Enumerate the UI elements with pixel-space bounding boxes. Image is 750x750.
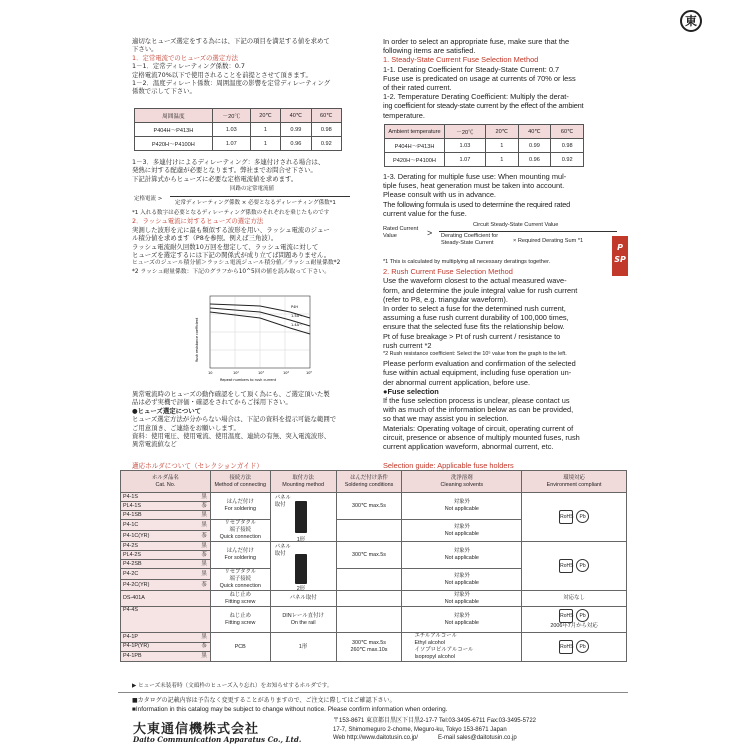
- jp-p3-3: ラッシュ電流耐久回数10万回を想定して、ラッシュ電流に対して: [132, 242, 319, 251]
- footer-notice-jp: ■カタログの記載内容は予告なく変更することがありますので、ご注文に際してはご確認下さい。: [132, 697, 396, 704]
- formula-bottom-b: × Required Derating Sum *1: [513, 238, 584, 244]
- en-p5-1: If the fuse selection process is unclear, please contact us: [383, 396, 570, 406]
- solder-cell: 300℃ max.5s: [336, 542, 402, 569]
- graph-xlabel: Repeat numbers to rush current: [220, 378, 277, 382]
- en-p1-1: 1-1. Derating Coefficient for Steady-State Current: 0.7: [383, 64, 560, 74]
- en-temp-table: [384, 124, 584, 167]
- cat-cell: PL4-2S 茶: [121, 551, 211, 560]
- selection-title-en: Selection guide: Applicable fuse holders: [383, 461, 514, 470]
- td: 0.99: [281, 123, 311, 137]
- sel-h-mount: 取付方法 Mounting method: [270, 471, 336, 493]
- cat-cell: P4-2C 黒: [121, 569, 211, 580]
- jp-bullet: ●ヒューズ選定について: [132, 406, 202, 415]
- address-jp: 〒153-8671 東京都目黒区下目黒2-17-7 Tel:03-3495-6711 Fax:03-3495-5722: [333, 718, 536, 724]
- env-cell: [522, 542, 627, 591]
- clean-cell: 対象外 Not applicable: [402, 607, 522, 633]
- solder-cell: 300℃ max.5s: [336, 493, 402, 520]
- formula-divider: [439, 231, 617, 232]
- td: 1.03: [445, 139, 486, 153]
- jp-p5-2: ご用意頂き、ご連絡をお願いします。: [132, 423, 240, 432]
- td: 0.98: [551, 139, 584, 153]
- en-p2-2: tiple fuses, heat generation must be taken into account.: [383, 181, 565, 191]
- td: 0.92: [551, 153, 584, 167]
- footer-divider: [118, 692, 628, 693]
- cat-cell: P4-1P(YR) 茶: [121, 642, 211, 652]
- sel-h-cat: ホルダ品名 Cat. No.: [121, 471, 211, 493]
- jp-p5-4: 異常電流値など: [132, 440, 177, 449]
- solder-cell: 300℃ max.5s 260℃ max.10s: [336, 633, 402, 662]
- th: 20℃: [250, 109, 280, 123]
- company-logo: 東: [680, 10, 702, 32]
- jp-intro-1: 適切なヒューズ選定をする為には、下記の項目を満足する値を求めて: [132, 37, 330, 45]
- selection-table: [120, 470, 627, 662]
- en-formula: Rated Current Value > Circuit Steady-State Current Value Derating Coefficient for Steady-State Current × Required Derating Sum *1: [383, 220, 619, 254]
- en-p4-1: Please perform evaluation and confirmation of the selected: [383, 359, 576, 369]
- graph-xtick: 10⁵: [306, 371, 312, 375]
- no-lead-icon: Pb: [576, 640, 589, 653]
- th: －20℃: [445, 125, 486, 139]
- en-heading-2: 2. Rush Current Fuse Selection Method: [383, 267, 513, 277]
- sel-header-row: [121, 471, 627, 493]
- jp-p2-3: 下記計算式からヒューズに必要な定格電流値を求めます。: [132, 174, 298, 183]
- graph-label-3: 1.4A～: [291, 323, 303, 327]
- conn-cell: ねじ止め Fitting screw: [210, 591, 270, 607]
- env-cell: RoHS Pb 2006年7月から対応: [522, 607, 627, 633]
- company-name-jp: 大東通信機株式会社: [133, 722, 260, 737]
- jp-p1-4: 係数で示して下さい。: [132, 87, 196, 96]
- en-p1-5: ing coefficient for steady-state current by the effect of the ambient: [383, 101, 584, 111]
- jp-p2-2: 発熱に対する配慮が必要となります。弊社までお問合せ下さい。: [132, 166, 317, 175]
- mount-cell: パネル 取付 2形: [270, 542, 336, 591]
- jp-p1-1: 1－1．定常ディレーティング係数：0.7: [132, 62, 246, 71]
- conn-cell: はんだ付け For soldering: [210, 542, 270, 569]
- th: 40℃: [281, 109, 311, 123]
- holder-image-1: [295, 501, 307, 533]
- en-p4-2: fuse within actual equipment, including fuse operation un-: [383, 368, 572, 378]
- cat-cell: P4-1SB 黒: [121, 511, 211, 520]
- jp-p3-4: ヒューズを選定するには下記の関係式が成り立てば問題ありません。: [132, 251, 331, 260]
- env-cell: 対応なし: [522, 591, 627, 607]
- en-note2: *2 Rush resistance coefficient: Select the 10⁵ value from the graph to the left.: [383, 351, 567, 358]
- jp-p5-1: ヒューズ選定方法が分からない場合は、下記の資料を提示可能な範囲で: [132, 415, 337, 424]
- conn-cell: PCB: [210, 633, 270, 662]
- footer-notice-en: ■Information in this catalog may be subject to change without notice. Please confirm information when ordering.: [132, 706, 448, 713]
- jp-column: [132, 37, 374, 96]
- jp-p2-1: 1－3．多連付けによるディレーティング：多連付けされる場合は、: [132, 158, 325, 166]
- selection-footnote: ▶ ヒューズ未装着時（文頭枠のヒューズ入り忘れ）をお知らせするホルダです。: [132, 683, 333, 689]
- mount-cell: 1形: [270, 633, 336, 662]
- conn-cell: リセプタクル 端子接続 Quick connection: [210, 569, 270, 591]
- env-cell: [522, 633, 627, 662]
- en-p5-2: with as much of the information below as can be provided,: [383, 405, 574, 415]
- jp-p3-2: ル積分値を求めます（P8を参照。例えば三角波）。: [132, 234, 278, 243]
- graph-xtick: 10³: [258, 371, 264, 375]
- solder-cell: [336, 591, 402, 607]
- graph-label-2: 1.5A～: [291, 314, 303, 318]
- rohs-icon: RoHS: [559, 559, 573, 573]
- mount-cell: パネル取付: [270, 591, 336, 607]
- td: 0.99: [518, 139, 551, 153]
- sel-h-env: 環境対応 Environment compliant: [522, 471, 627, 493]
- clean-cell: 対象外 Not applicable: [402, 569, 522, 591]
- en-p5-5: circuit, presence or absence of multiply mounted fuses, rush: [383, 432, 580, 442]
- sel-h-clean: 洗浄溶剤 Cleaning solvents: [402, 471, 522, 493]
- jp-heading-2: 2．ラッシュ電流に対するヒューズの選定方法: [132, 217, 264, 226]
- en-section-1b: [383, 172, 619, 218]
- en-p3-1: Use the waveform closest to the actual measured wave-: [383, 276, 567, 286]
- cat-cell: P4-2S 黒: [121, 542, 211, 551]
- en-p2-1: 1-3. Derating for multiple fuse use: When mounting mul-: [383, 172, 567, 181]
- formula-left-1: Rated Current: [383, 226, 419, 232]
- jp-p3-1: 実測した波形を元に最も類似する波形を用い、ラッシュ電流のジュー: [132, 225, 330, 234]
- cat-cell: P4-1C(YR) 茶: [121, 531, 211, 542]
- rohs-icon: RoHS: [559, 609, 573, 623]
- td: 1: [485, 139, 518, 153]
- en-intro-2: following items are satisfied.: [383, 46, 476, 56]
- td: 1.07: [212, 137, 250, 151]
- td: 0.96: [518, 153, 551, 167]
- th: 40℃: [518, 125, 551, 139]
- th: 60℃: [311, 109, 341, 123]
- solder-cell: [336, 607, 402, 633]
- jp-intro-2: 下さい。: [132, 45, 158, 54]
- jp-p1-2: 定格電流70%以下で使用されることを前提とさせて頂きます。: [132, 70, 312, 79]
- cat-cell: P4-1PB 黒: [121, 652, 211, 662]
- en-p1-3: of their rated current.: [383, 83, 452, 93]
- tab-sp: SP: [614, 255, 626, 264]
- en-intro-1: In order to select an appropriate fuse, make sure that the: [383, 37, 570, 46]
- en-p1-2: Fuse use is predicated on usage at currents of 70% or less: [383, 73, 576, 83]
- email-link[interactable]: E-mail sales@daitotusin.co.jp: [437, 735, 517, 741]
- cat-cell: P4-2C(YR) 茶: [121, 580, 211, 591]
- cat-cell: P4-1C 黒: [121, 520, 211, 531]
- cat-cell: P4-1S 黒: [121, 493, 211, 502]
- td: 0.92: [311, 137, 341, 151]
- jp-temp-table: [134, 108, 342, 151]
- formula-bottom-a2: Steady-State Current: [441, 240, 494, 246]
- en-p5-6: current application waveform, abnormal current, etc.: [383, 442, 554, 452]
- en-heading-1: 1. Steady-State Current Fuse Selection Method: [383, 55, 539, 65]
- conn-cell: ねじ止め Fitting screw: [210, 607, 270, 633]
- clean-cell: 対象外 Not applicable: [402, 591, 522, 607]
- th: 周囲温度: [135, 109, 213, 123]
- rohs-icon: RoHS: [559, 640, 573, 654]
- en-p5-3: so that we may assist you in selection.: [383, 414, 509, 424]
- jp-p4-2: 品は必ず実機で評価・確認をされてからご採用下さい。: [132, 398, 292, 407]
- en-p2-5: current value for the fuse.: [383, 208, 467, 218]
- en-p5-4: Materials: Operating voltage of circuit, operating current of: [383, 423, 574, 433]
- rohs-icon: RoHS: [559, 510, 573, 524]
- jp-p5-3: 資料：使用電圧、使用電流、使用温度、連続の有無、突入電流波形、: [132, 432, 331, 441]
- mount-cell: DINレール直付け On the rail: [270, 607, 336, 633]
- en-p3-5: assuming a fuse rush current durability of 100,000 times,: [383, 313, 569, 323]
- no-lead-icon: Pb: [576, 609, 589, 622]
- en-column: [383, 37, 619, 120]
- jp-heading-1: 1．定常電流でのヒューズの選定方法: [132, 53, 238, 62]
- solder-cell: [336, 569, 402, 591]
- jp-formula-left: 定格電流 >: [134, 196, 163, 202]
- en-p2-3: Please consult with us in advance.: [383, 190, 496, 200]
- en-p3-2: form, and determine the joule integral value for rush current: [383, 285, 578, 295]
- td: 0.96: [281, 137, 311, 151]
- jp-p4-1: 異常電流時のヒューズの動作確認をして頂く為にも、ご選定頂いた製: [132, 390, 330, 398]
- formula-left-2: Value: [383, 233, 397, 239]
- jp-p1-3: 1－2．温度ディレート係数：周囲温度の影響を定常ディレーティング: [132, 79, 331, 88]
- jp-formula-line: [170, 196, 350, 197]
- cat-cell: P4-1P 黒: [121, 633, 211, 643]
- en-p2-4: The following formula is used to determine the required rated: [383, 199, 571, 209]
- no-lead-icon: Pb: [576, 559, 589, 572]
- company-name-en: Daito Communication Apparatus Co., Ltd.: [133, 735, 302, 744]
- en-section-2: [383, 258, 619, 451]
- en-p3-4: In order to select a fuse for the determined rush current,: [383, 304, 566, 314]
- sel-h-solder: はんだ付け条件 Soldering conditions: [336, 471, 402, 493]
- td: 1.07: [445, 153, 486, 167]
- formula-bottom-a1: Derating Coefficient for: [441, 233, 499, 239]
- selection-title-jp: 適応ホルダについて（セレクションガイド）: [132, 462, 264, 470]
- jp-formula-top: 回路の定常電流値: [230, 186, 275, 192]
- web-link[interactable]: Web http://www.daitotusin.co.jp/: [333, 735, 418, 741]
- td: 1: [250, 137, 280, 151]
- en-p3-6: ensure that the selected fuse fits the relationship below.: [383, 322, 565, 332]
- td: P420H～P4100H: [385, 153, 445, 167]
- conn-cell: はんだ付け For soldering: [210, 493, 270, 520]
- graph-xtick: 10: [208, 371, 213, 375]
- th: Ambient temperature: [385, 125, 445, 139]
- clean-cell: エチルアルコール Ethyl alcohol イソプロピルアルコール Isopropyl alcohol: [402, 633, 522, 662]
- rush-resistance-graph: [190, 292, 320, 384]
- sel-h-conn: 接続方法 Method of connecting: [210, 471, 270, 493]
- clean-cell: 対象外 Not applicable: [402, 493, 522, 520]
- td: P404H～P413H: [385, 139, 445, 153]
- graph-xtick: 10²: [233, 371, 239, 375]
- cat-cell: PL4-1S 茶: [121, 502, 211, 511]
- jp-formula-bottom: 定常ディレーティング係数 × 必要となるディレーティング係数*1: [175, 200, 336, 206]
- jp-section-2: [132, 209, 374, 276]
- jp-note2: *2 ラッシュ耐量係数：下記のグラフから10^5回の値を読み取って下さい。: [132, 268, 331, 275]
- th: 60℃: [551, 125, 584, 139]
- en-p3-3: (refer to P8, e.g. triangular waveform).: [383, 294, 508, 304]
- td: 0.98: [311, 123, 341, 137]
- graph-label-1: P4H: [291, 305, 298, 309]
- jp-section-3: [132, 390, 374, 449]
- clean-cell: 対象外 Not applicable: [402, 520, 522, 542]
- en-note1: *1 This is calculated by multiplying all necessary deratings together.: [383, 259, 551, 265]
- conn-cell: リセプタクル 端子接続 Quick connection: [210, 520, 270, 542]
- jp-p3-5: ヒューズのジュール積分値＞ラッシュ電流ジュール積分値／ラッシュ耐量係数*2: [132, 260, 341, 267]
- en-p3-7: Pt of fuse breakage > Pt of rush current / resistance to: [383, 331, 561, 341]
- formula-top: Circuit Steady-State Current Value: [473, 222, 559, 228]
- address-en: 17-7, Shimomeguro 2-chome, Meguro-ku, Tokyo 153-8671 Japan: [333, 726, 507, 733]
- no-lead-icon: Pb: [576, 510, 589, 523]
- th: －20℃: [212, 109, 250, 123]
- solder-cell: [336, 520, 402, 542]
- graph-ylabel: Rush resistance coefficient: [195, 317, 199, 362]
- cat-cell: P4-4S: [121, 607, 211, 633]
- jp-section-1b: [132, 158, 374, 183]
- holder-image-2: [295, 554, 307, 584]
- td: 1.03: [212, 123, 250, 137]
- clean-cell: 対象外 Not applicable: [402, 542, 522, 569]
- td: 1: [250, 123, 280, 137]
- env-cell: [522, 493, 627, 542]
- tab-p: P: [617, 243, 623, 252]
- en-p4-3: der abnormal current application, before use.: [383, 377, 531, 387]
- cat-cell: P4-2SB 黒: [121, 560, 211, 569]
- en-bullet: ●Fuse selection: [383, 386, 439, 396]
- td: P404H～P413H: [135, 123, 213, 137]
- th: 20℃: [485, 125, 518, 139]
- td: 1: [485, 153, 518, 167]
- graph-xtick: 10⁴: [283, 371, 289, 375]
- en-p1-6: temperature.: [383, 110, 425, 120]
- td: P420H～P4100H: [135, 137, 213, 151]
- mount-cell: パネル 取付 1形: [270, 493, 336, 542]
- en-p3-8: rush current *2: [383, 340, 432, 350]
- cat-cell: DS-401A: [121, 591, 211, 607]
- jp-note1: *1 入れる数字は必要となるディレーティング係数のそれぞれを乗じたものです: [132, 210, 330, 216]
- footer-address: [333, 717, 536, 743]
- en-p1-4: 1-2. Temperature Derating Coefficient: Multiply the derat-: [383, 92, 569, 102]
